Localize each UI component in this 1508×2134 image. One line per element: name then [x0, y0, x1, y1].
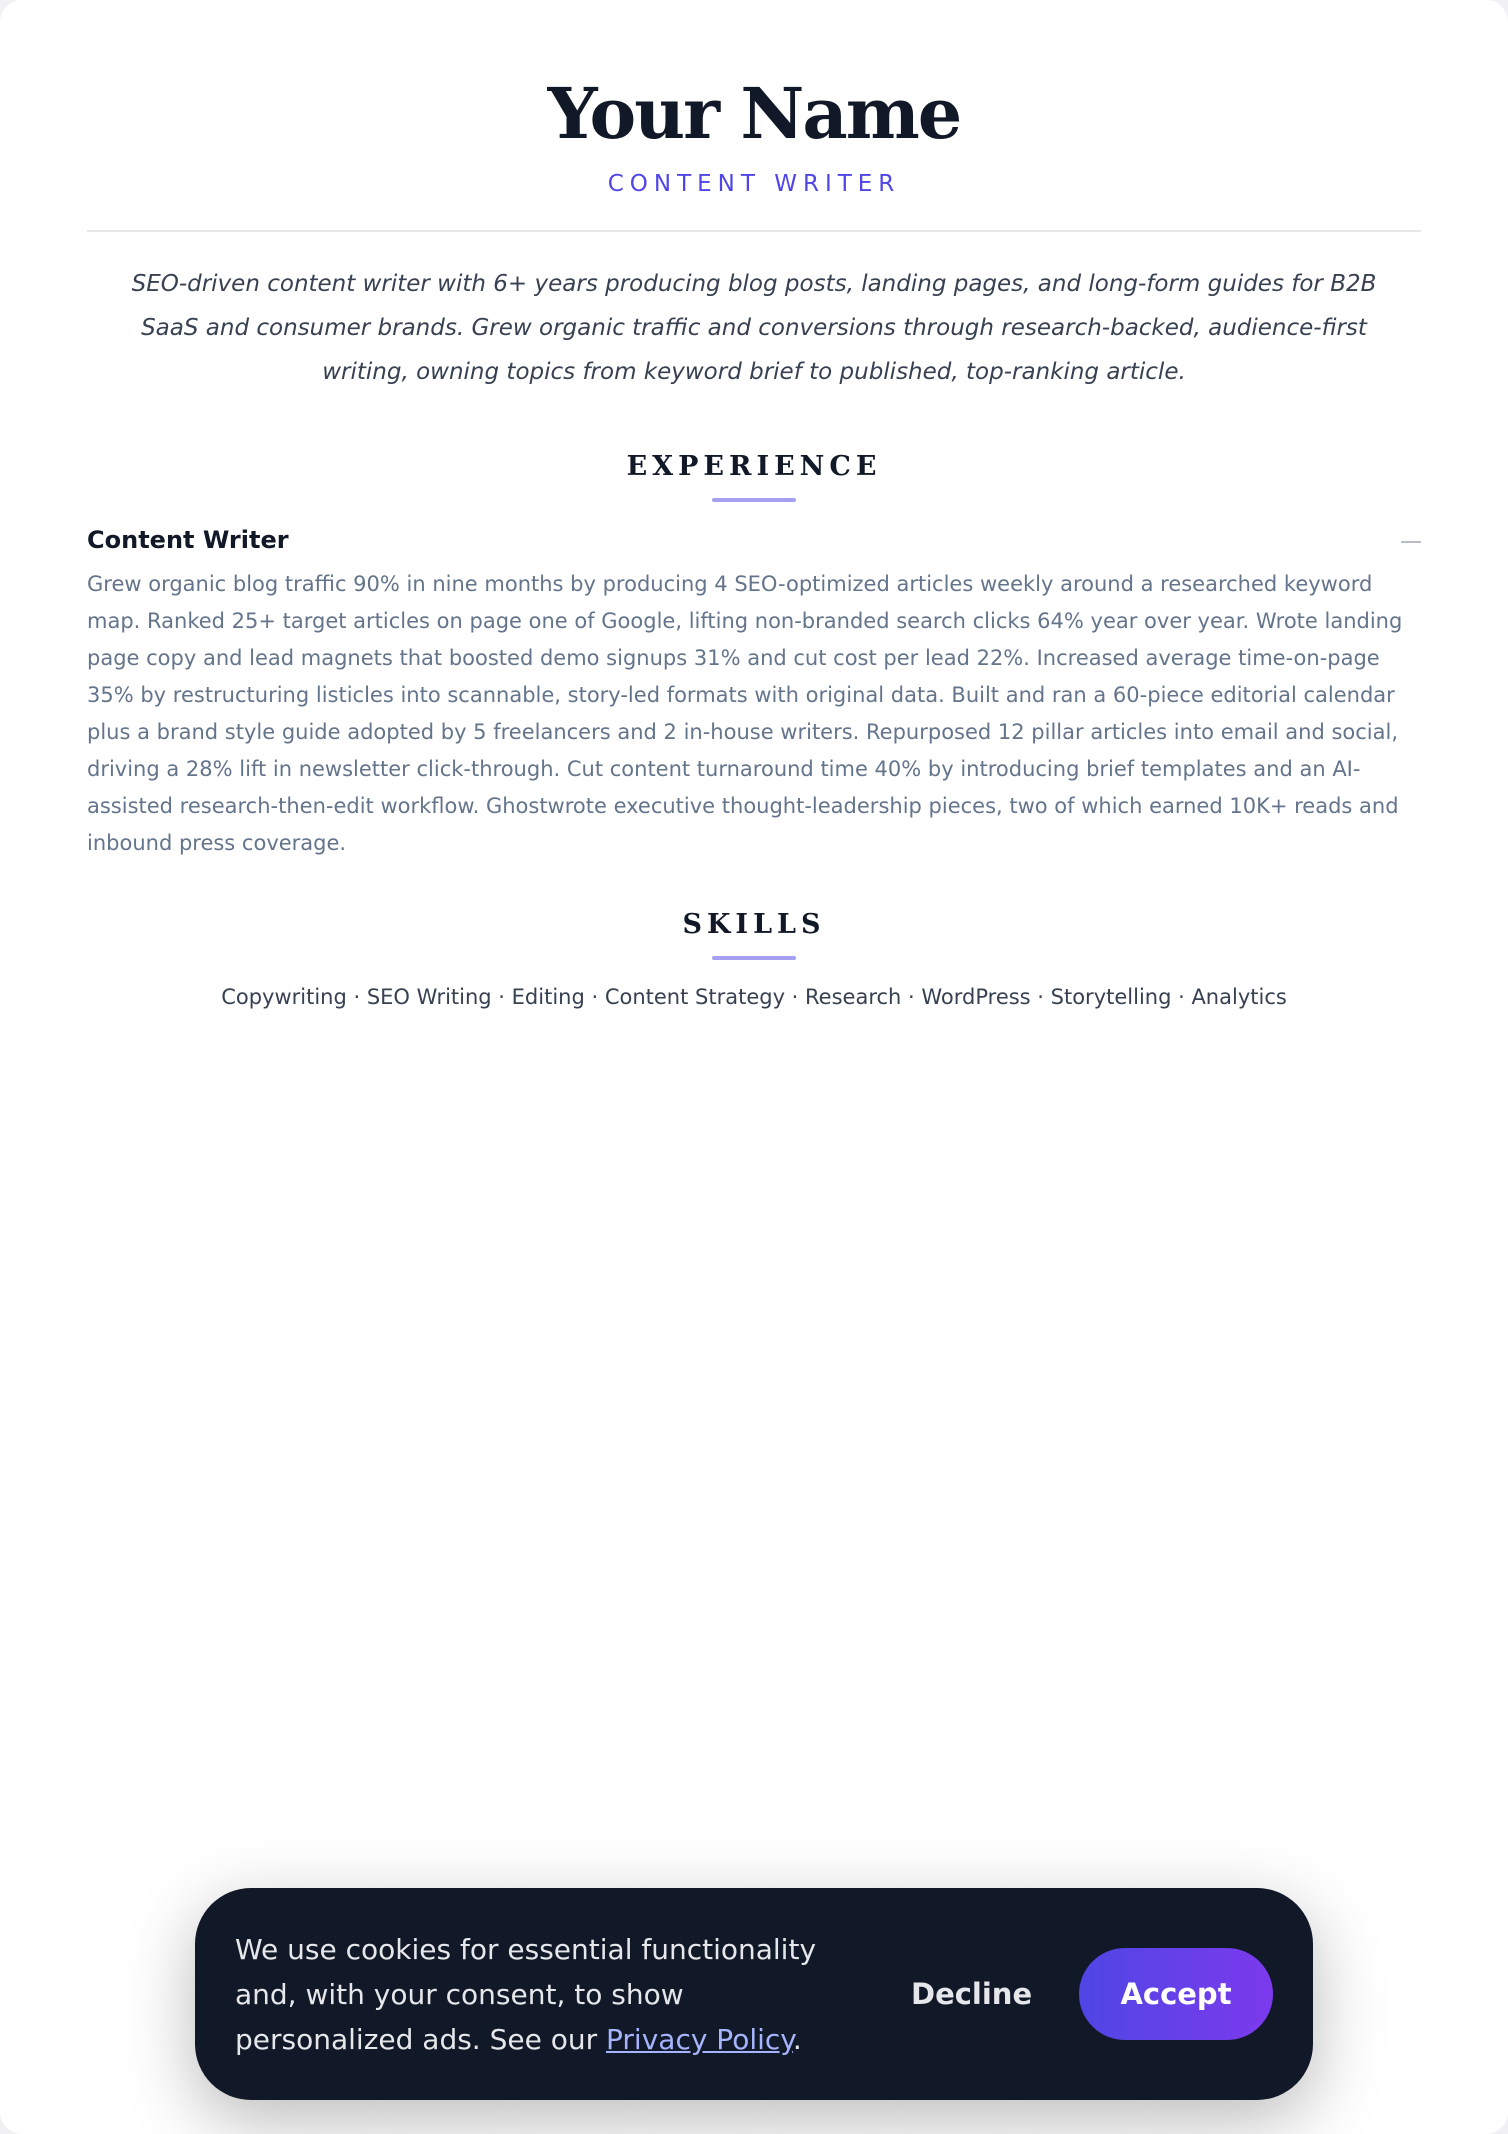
job-entry	[87, 524, 1421, 862]
cookie-message	[235, 1927, 845, 2062]
job-header	[87, 524, 1421, 556]
accept-button[interactable]: Accept	[1079, 1948, 1273, 2040]
skills-heading-underline	[712, 956, 796, 960]
candidate-name: Your Name	[547, 72, 961, 155]
experience-section	[87, 450, 1421, 862]
skills-section	[87, 908, 1421, 1012]
experience-heading: EXPERIENCE	[626, 451, 882, 482]
experience-heading-underline	[712, 498, 796, 502]
resume-content	[87, 70, 1421, 1012]
header-divider	[87, 230, 1421, 232]
cookie-message-end: .	[792, 2022, 802, 2056]
decline-button[interactable]: Decline	[893, 1977, 1050, 2011]
dash-icon	[1401, 541, 1421, 543]
skills-list: Copywriting · SEO Writing · Editing · Content Strategy · Research · WordPress · Storytelling · Analytics	[221, 985, 1287, 1009]
candidate-role: CONTENT WRITER	[607, 171, 901, 197]
cookie-banner	[195, 1888, 1313, 2100]
job-title: Content Writer	[87, 526, 289, 554]
cookie-message-text: We use cookies for essential functionality and, with your consent, to show personalized ads. See our	[235, 1932, 817, 2056]
skills-heading: SKILLS	[682, 909, 826, 940]
privacy-policy-link[interactable]: Privacy Policy	[606, 2022, 793, 2056]
job-description: Grew organic blog traffic 90% in nine months by producing 4 SEO-optimized articles weekly around a researched keyword map. Ranked 25+ target articles on page one of Google, lifting non-branded search clicks 64% year over year. Wrote landing page copy and lead magnets that boosted demo signups 31% and cut cost per lead 22%. Increased average time-on-page 35% by restructuring listicles into scannable, story-led formats with original data. Built and ran a 60-piece editorial calendar plus a brand style guide adopted by 5 freelancers and 2 in-house writers. Repurposed 12 pillar articles into email and social, driving a 28% lift in newsletter click-through. Cut content turnaround time 40% by introducing brief templates and an AI-assisted research-then-edit workflow. Ghostwrote executive thought-leadership pieces, two of which earned 10K+ reads and inbound press coverage.	[87, 572, 1403, 855]
summary-text: SEO-driven content writer with 6+ years producing blog posts, landing pages, and long-form guides for B2B SaaS and consumer brands. Grew organic traffic and conversions through research-backed, audience-first writing, owning topics from keyword brief to published, top-ranking article.	[131, 271, 1377, 385]
